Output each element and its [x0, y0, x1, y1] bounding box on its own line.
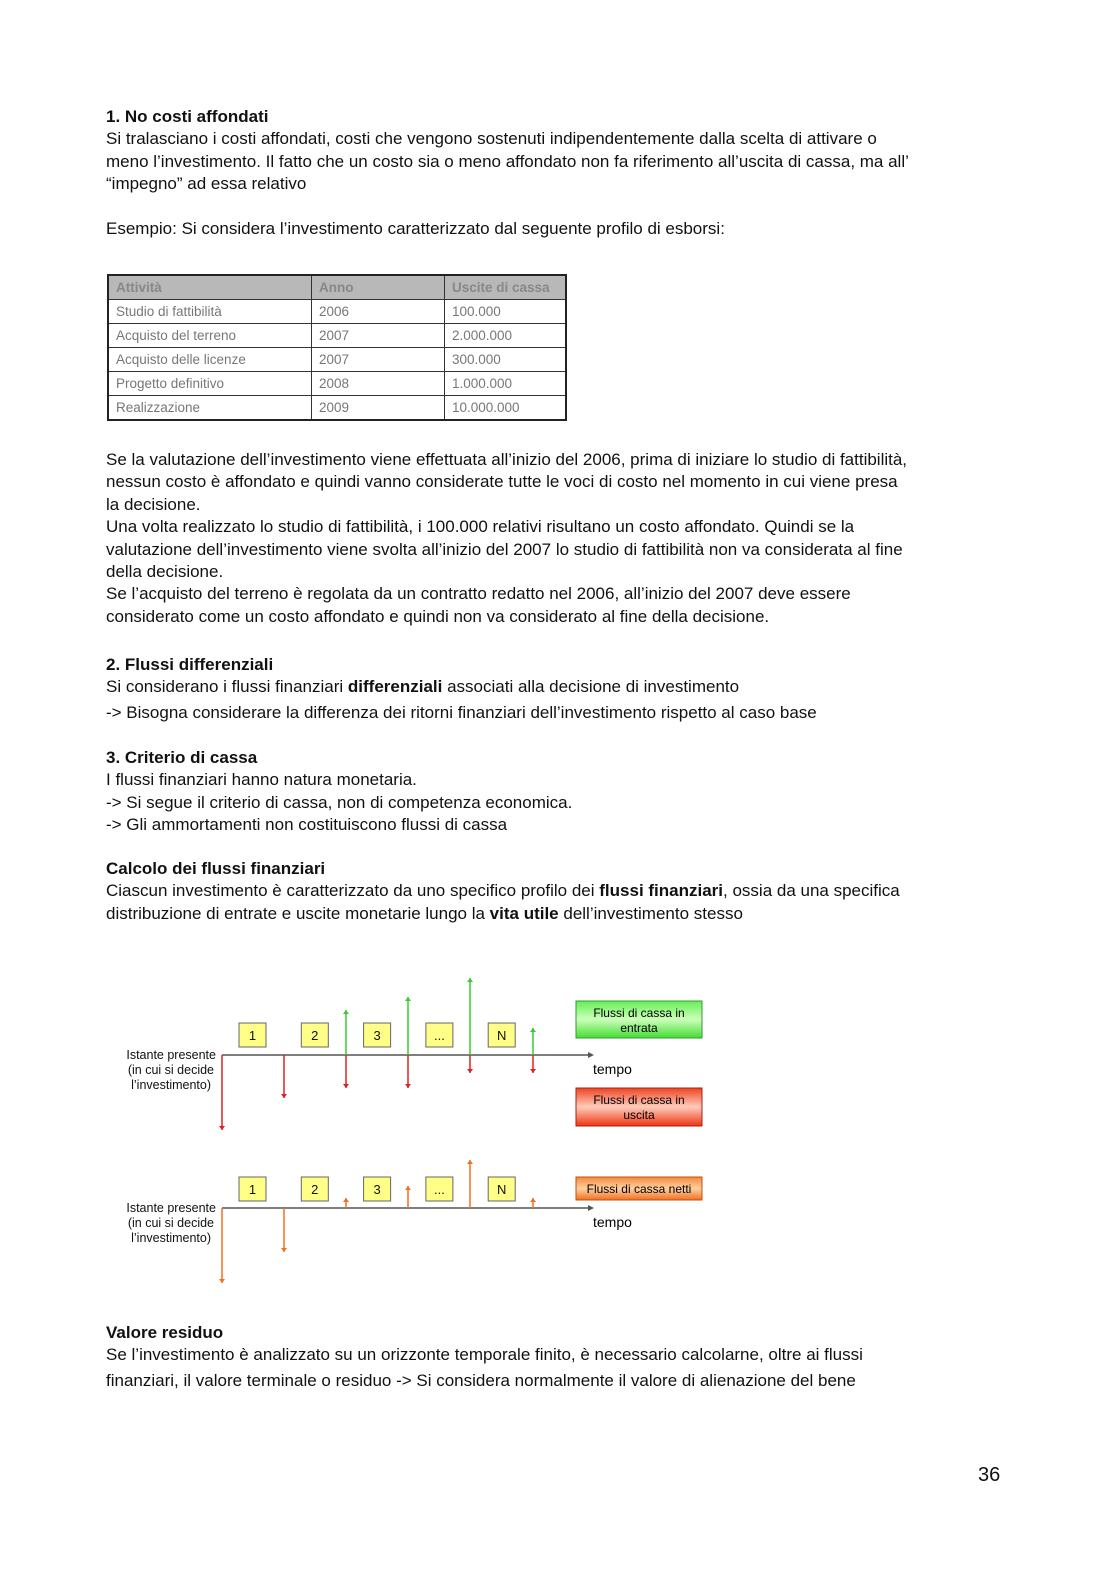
cell: 2.000.000: [445, 324, 567, 348]
text-line: finanziari, il valore terminale o residuo -> Si considera normalmente il valore di alienazione del bene: [106, 1370, 856, 1390]
axis-label-tempo: tempo: [593, 1214, 632, 1230]
cell: 100.000: [445, 300, 567, 324]
legend-net-flows: [576, 1177, 702, 1200]
arrow-head: [343, 1010, 349, 1014]
text-line: I flussi finanziari hanno natura monetaria.: [106, 770, 417, 790]
bold-text: differenziali: [347, 677, 443, 697]
text-line: considerato come un costo affondato e quindi non va considerato al fine della decisione.: [106, 606, 770, 626]
text-line: Se l’acquisto del terreno è regolata da un contratto redatto nel 2006, all’inizio del 2007 deve essere: [106, 584, 851, 604]
legend-inflows: [576, 1001, 702, 1038]
cell: 2008: [312, 372, 445, 396]
period-label: 2: [311, 1028, 319, 1043]
heading: Calcolo dei flussi finanziari: [106, 859, 326, 878]
arrow-head: [467, 978, 473, 982]
col-header: Anno: [312, 275, 445, 300]
text-line: Se la valutazione dell’investimento viene effettuata all’inizio del 2006, prima di iniziare lo studio di fattibilità,: [106, 450, 908, 469]
period-label: 3: [373, 1028, 381, 1043]
text: associati alla decisione di investimento: [442, 677, 740, 697]
cell: 1.000.000: [445, 372, 567, 396]
arrow-head: [281, 1094, 287, 1098]
legend-text: entrata: [620, 1021, 658, 1035]
legend-outflows: [576, 1088, 702, 1126]
cell: 2006: [312, 300, 445, 324]
origin-label: l’investimento): [131, 1231, 211, 1245]
period-label: 3: [373, 1182, 381, 1197]
arrow-head: [343, 1084, 349, 1088]
origin-label: Istante presente: [126, 1048, 216, 1062]
text-line: della decisione.: [106, 562, 224, 582]
arrow-head: [467, 1069, 473, 1073]
cell: Progetto definitivo: [108, 372, 312, 396]
cell: Studio di fattibilità: [108, 300, 312, 324]
cell: 2009: [312, 396, 445, 421]
arrow-head: [467, 1160, 473, 1164]
text: dell’investimento stesso: [558, 903, 743, 923]
cell: Realizzazione: [108, 396, 312, 421]
arrow-head: [530, 1069, 536, 1073]
cell: 300.000: [445, 348, 567, 372]
arrow-head: [530, 1028, 536, 1032]
origin-label: (in cui si decide: [127, 1216, 214, 1230]
arrow-head: [530, 1198, 536, 1202]
text-line: Una volta realizzato lo studio di fattibilità, i 100.000 relativi risultano un costo affondato. Quindi se la: [106, 517, 855, 537]
example-text: Esempio: Si considera l’investimento caratterizzato dal seguente profilo di esborsi:: [106, 218, 725, 238]
axis-label-tempo: tempo: [593, 1061, 632, 1077]
cell: 2007: [312, 324, 445, 348]
origin-label: l’investimento): [131, 1078, 211, 1092]
cell: 2007: [312, 348, 445, 372]
period-label: ...: [433, 1182, 445, 1197]
text-line: nessun costo è affondato e quindi vanno considerate tutte le voci di costo nel momento in cui viene presa: [106, 472, 898, 492]
arrow-head: [219, 1126, 225, 1130]
col-header: Attività: [108, 275, 312, 300]
text-line: -> Gli ammortamenti non costituiscono flussi di cassa: [106, 815, 508, 835]
text: Ciascun investimento è caratterizzato da uno specifico profilo dei: [106, 881, 600, 901]
period-label: N: [497, 1028, 507, 1043]
page-number: 36: [978, 1464, 1001, 1486]
arrow-head: [405, 1084, 411, 1088]
gross-flows-diagram: [219, 978, 594, 1130]
heading: 1. No costi affondati: [106, 107, 269, 126]
text-line: valutazione dell’investimento viene svolta all’inizio del 2007 lo studio di fattibilità non va considerata al fine: [106, 539, 903, 559]
period-label: 1: [248, 1182, 257, 1197]
text-line: meno l’investimento. Il fatto che un costo sia o meno affondato non fa riferimento all’uscita di cassa, ma all’: [106, 151, 909, 171]
text-line: -> Si segue il criterio di cassa, non di competenza economica.: [106, 792, 573, 812]
arrow-head: [343, 1198, 349, 1202]
axis-arrow-head: [588, 1205, 594, 1211]
text-line: Si tralasciano i costi affondati, costi che vengono sostenuti indipendentemente dalla scelta di attivare o: [106, 129, 877, 149]
text-line: la decisione.: [106, 494, 201, 514]
period-label: ...: [433, 1028, 445, 1043]
text-line: Se l’investimento è analizzato su un orizzonte temporale finito, è necessario calcolarne, oltre ai flussi: [106, 1345, 863, 1365]
axis-arrow-head: [588, 1052, 594, 1058]
bold-text: flussi finanziari: [599, 881, 724, 901]
bold-text: vita utile: [489, 903, 559, 923]
section-valore-residuo: [106, 1322, 1006, 1392]
arrow-head: [405, 997, 411, 1001]
origin-label: (in cui si decide: [127, 1063, 214, 1077]
arrow-head: [405, 1186, 411, 1190]
origin-label: Istante presente: [126, 1201, 216, 1215]
heading: 3. Criterio di cassa: [106, 748, 258, 767]
heading: Valore residuo: [106, 1323, 224, 1342]
legend-text: uscita: [623, 1108, 655, 1122]
cell: 10.000.000: [445, 396, 567, 421]
arrow-head: [219, 1279, 225, 1283]
cell: Acquisto del terreno: [108, 324, 312, 348]
text: distribuzione di entrate e uscite monetarie lungo la: [106, 903, 490, 923]
legend-text: Flussi di cassa in: [593, 1093, 685, 1107]
period-label: N: [497, 1182, 507, 1197]
col-header: Uscite di cassa: [445, 275, 567, 300]
legend-text: Flussi di cassa netti: [586, 1182, 692, 1196]
text: , ossia da una specifica: [723, 881, 900, 901]
cell: Acquisto delle licenze: [108, 348, 312, 372]
text: Si considerano i flussi finanziari: [106, 677, 348, 697]
net-flows-diagram: [219, 1160, 594, 1283]
text-line: “impegno” ad essa relativo: [106, 174, 307, 194]
period-label: 1: [248, 1028, 257, 1043]
text-line: -> Bisogna considerare la differenza dei ritorni finanziari dell’investimento rispetto al caso base: [106, 702, 817, 722]
period-label: 2: [311, 1182, 319, 1197]
heading: 2. Flussi differenziali: [106, 655, 274, 674]
arrow-head: [281, 1248, 287, 1252]
legend-text: Flussi di cassa in: [593, 1006, 685, 1020]
